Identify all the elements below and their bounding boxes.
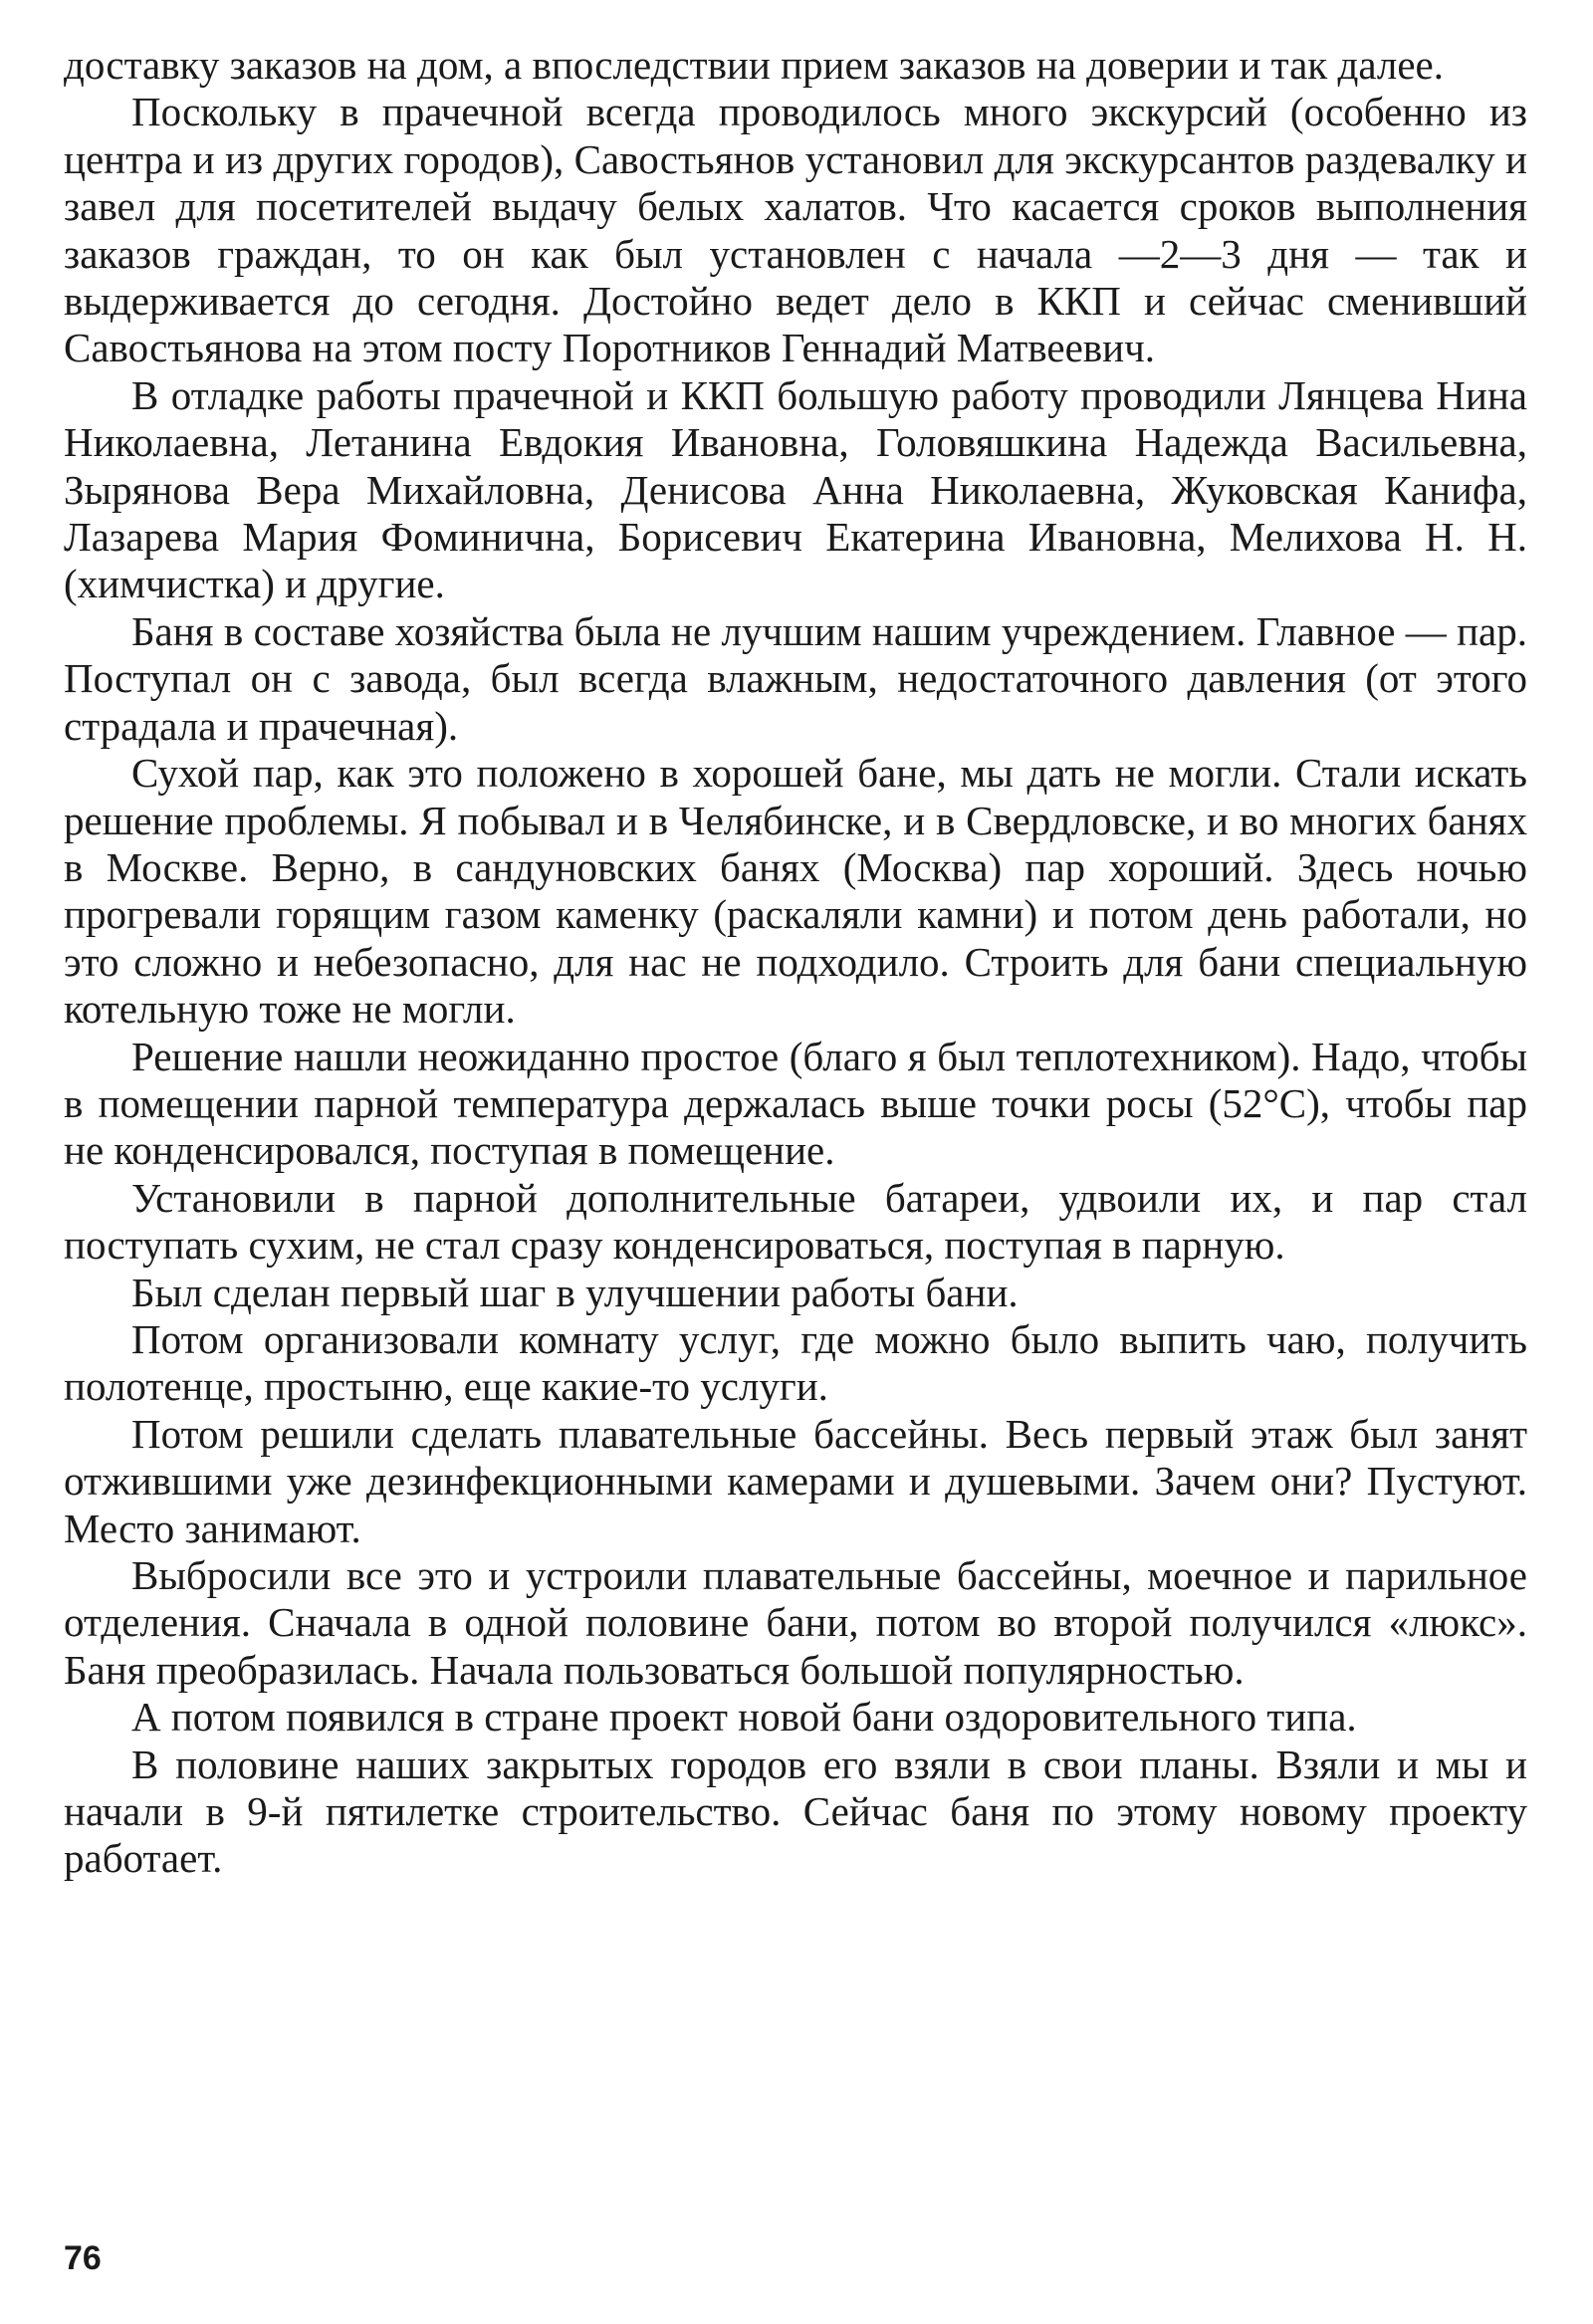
paragraph-renovation: Выбросили все это и устроили плавательные бассейны, моечное и парильное отделения. Сначала в одной половине бани, потом во второй получился «люкс». Баня преобразилась. Начала пользоваться большой популярностью.	[64, 1552, 1527, 1693]
paragraph-staff-list: В отладке работы прачечной и ККП большую работу проводили Лянцева Нина Николаевна, Летанина Евдокия Ивановна, Головяшкина Надежда Васильевна, Зырянова Вера Михайловна, Денисова Анна Николаевна, Жуковская Канифа, Лазарева Мария Фоминична, Борисевич Екатерина Ивановна, Мелихова Н. Н. (химчистка) и другие.	[64, 371, 1527, 607]
paragraph-continued: доставку заказов на дом, а впоследствии прием заказов на доверии и так далее.	[64, 42, 1444, 88]
page-number: 76	[64, 2239, 102, 2277]
paragraph-pools-plan: Потом решили сделать плавательные бассейны. Весь первый этаж был занят отжившими уже дезинфекционными камерами и душевыми. Зачем они? Пустуют. Место занимают.	[64, 1410, 1527, 1551]
paragraph-new-project: А потом появился в стране проект новой бани оздоровительного типа.	[131, 1694, 1357, 1741]
paragraph-batteries: Установили в парной дополнительные батареи, удвоили их, и пар стал поступать сухим, не стал сразу конденсироваться, поступая в парную.	[64, 1174, 1527, 1269]
paragraph-dry-steam: Сухой пар, как это положено в хорошей бане, мы дать не могли. Стали искать решение проблемы. Я побывал и в Челябинске, и в Свердловске, и во многих банях в Москве. Верно, в сандуновских банях (Москва) пар хороший. Здесь ночью прогревали горящим газом каменку (раскаляли камни) и потом день работали, но это сложно и небезопасно, для нас не подходило. Строить для бани специальную котельную тоже не могли.	[64, 750, 1527, 1033]
paragraph-excursions: Поскольку в прачечной всегда проводилось много экскурсий (особенно из центра и из других городов), Савостьянов установил для экскурсантов раздевалку и завел для посетителей выдачу белых халатов. Что касается сроков выполнения заказов граждан, то он как был установлен с начала —2—3 дня — так и выдерживается до сегодня. Достойно ведет дело в ККП и сейчас сменивший Савостьянова на этом посту Поротников Геннадий Матвеевич.	[64, 89, 1527, 371]
paragraph-service-room: Потом организовали комнату услуг, где можно было выпить чаю, получить полотенце, простыню, еще какие-то услуги.	[64, 1315, 1527, 1410]
paragraph-bathhouse: Баня в составе хозяйства была не лучшим нашим учреждением. Главное — пар. Поступал он с завода, был всегда влажным, недостаточного давления (от этого страдала и прачечная).	[64, 607, 1527, 749]
paragraph-solution: Решение нашли неожиданно простое (благо я был теплотехником). Надо, чтобы в помещении парной температура держалась выше точки росы (52°С), чтобы пар не конденсировался, поступая в помещение.	[64, 1033, 1527, 1174]
paragraph-first-step: Был сделан первый шаг в улучшении работы бани.	[131, 1269, 1019, 1315]
book-page-text	[64, 42, 1527, 2272]
paragraph-construction: В половине наших закрытых городов его взяли в свои планы. Взяли и мы и начали в 9-й пятилетке строительство. Сейчас баня по этому новому проекту работает.	[64, 1741, 1527, 1882]
